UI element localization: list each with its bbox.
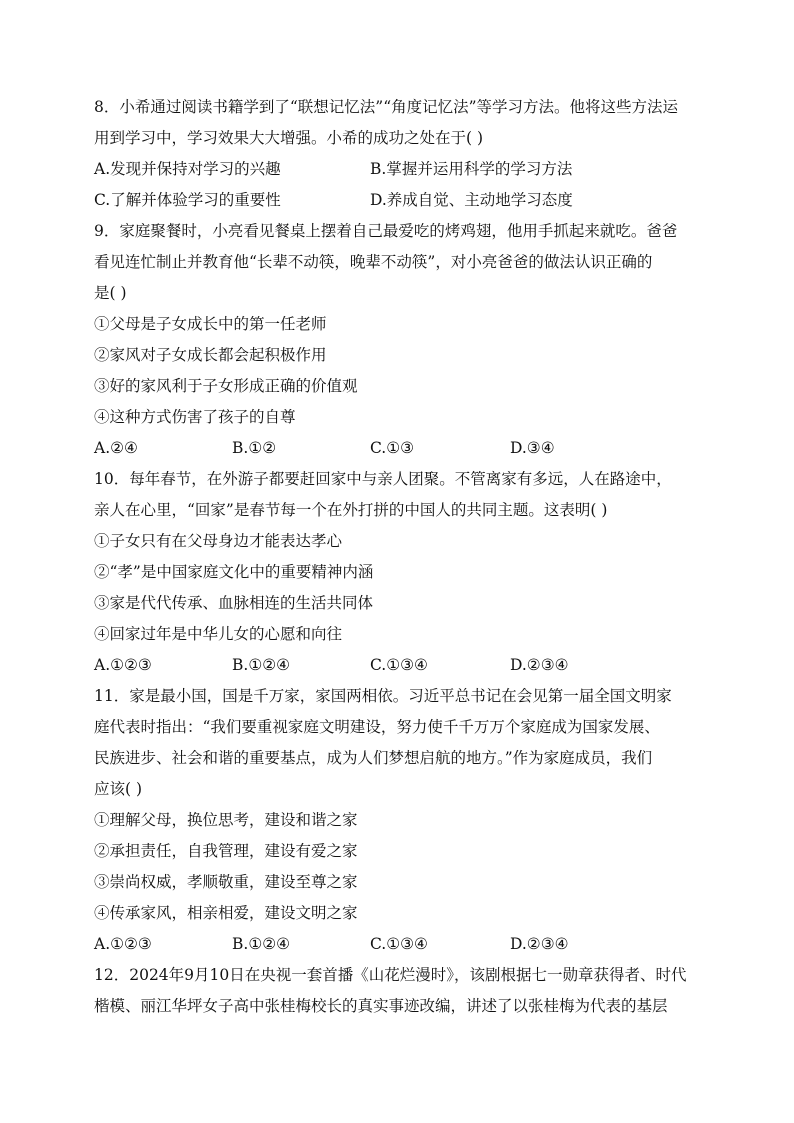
question-10-option-c: C.①③④	[370, 656, 428, 674]
question-10-statement-2: ②“孝”是中国家庭文化中的重要精神内涵	[94, 563, 374, 581]
question-11-statement-1: ①理解父母，换位思考，建设和谐之家	[94, 811, 358, 829]
question-10-option-a: A.①②③	[94, 656, 152, 674]
question-8-option-d: D.养成自觉、主动地学习态度	[370, 191, 573, 209]
question-11-option-c: C.①③④	[370, 935, 428, 953]
question-12-line-2: 楷模、丽江华坪女子高中张桂梅校长的真实事迹改编，讲述了以张桂梅为代表的基层	[94, 997, 668, 1015]
question-9-option-b: B.①②	[232, 439, 277, 457]
question-11-option-d: D.②③④	[510, 935, 569, 953]
question-8-option-c: C.了解并体验学习的重要性	[94, 191, 281, 209]
question-9-line-2: 看见连忙制止并教育他“长辈不动筷，晚辈不动筷”，对小亮爸爸的做法认识正确的	[94, 253, 653, 271]
question-10-statement-3: ③家是代代传承、血脉相连的生活共同体	[94, 594, 374, 612]
question-10-statement-1: ①子女只有在父母身边才能表达孝心	[94, 532, 343, 550]
question-11-line-2: 庭代表时指出：“我们要重视家庭文明建设，努力使千千万万个家庭成为国家发展、	[94, 718, 660, 736]
question-11-statement-2: ②承担责任，自我管理，建设有爱之家	[94, 842, 358, 860]
question-10-line-1: 10．每年春节，在外游子都要赶回家中与亲人团聚。不管离家有多远，人在路途中，	[94, 470, 672, 488]
question-9-statement-2: ②家风对子女成长都会起积极作用	[94, 346, 327, 364]
question-9-option-d: D.③④	[510, 439, 555, 457]
question-10-option-d: D.②③④	[510, 656, 569, 674]
question-8-line-2: 用到学习中，学习效果大大增强。小希的成功之处在于( )	[94, 129, 484, 147]
question-9-statement-3: ③好的家风利于子女形成正确的价值观	[94, 377, 358, 395]
question-9-line-3: 是( )	[94, 284, 127, 302]
question-8-option-a: A.发现并保持对学习的兴趣	[94, 160, 281, 178]
question-10-statement-4: ④回家过年是中华儿女的心愿和向往	[94, 625, 343, 643]
question-11-line-4: 应该( )	[94, 780, 143, 798]
question-8-line-1: 8．小希通过阅读书籍学到了“联想记忆法”“角度记忆法”等学习方法。他将这些方法运	[94, 98, 679, 116]
question-9-statement-4: ④这种方式伤害了孩子的自尊	[94, 408, 296, 426]
question-9-option-a: A.②④	[94, 439, 138, 457]
question-11-statement-3: ③崇尚权威，孝顺敬重，建设至尊之家	[94, 873, 358, 891]
question-11-line-3: 民族进步、社会和谐的重要基点，成为人们梦想启航的地方。”作为家庭成员，我们	[94, 749, 653, 767]
question-10-line-2: 亲人在心里，“回家”是春节每一个在外打拼的中国人的共同主题。这表明( )	[94, 501, 608, 519]
question-10-option-b: B.①②④	[232, 656, 291, 674]
question-8-option-b: B.掌握并运用科学的学习方法	[370, 160, 573, 178]
question-9-option-c: C.①③	[370, 439, 415, 457]
question-11-line-1: 11．家是最小国，国是千万家，家国两相依。习近平总书记在会见第一届全国文明家	[94, 687, 672, 705]
question-9-line-1: 9．家庭聚餐时，小亮看见餐桌上摆着自己最爱吃的烤鸡翅，他用手抓起来就吃。爸爸	[94, 222, 678, 240]
question-11-option-a: A.①②③	[94, 935, 152, 953]
question-9-statement-1: ①父母是子女成长中的第一任老师	[94, 315, 327, 333]
question-11-option-b: B.①②④	[232, 935, 291, 953]
question-12-line-1: 12．2024年9月10日在央视一套首播《山花烂漫时》，该剧根据七一勋章获得者、时代	[94, 966, 687, 984]
question-11-statement-4: ④传承家风，相亲相爱，建设文明之家	[94, 904, 358, 922]
